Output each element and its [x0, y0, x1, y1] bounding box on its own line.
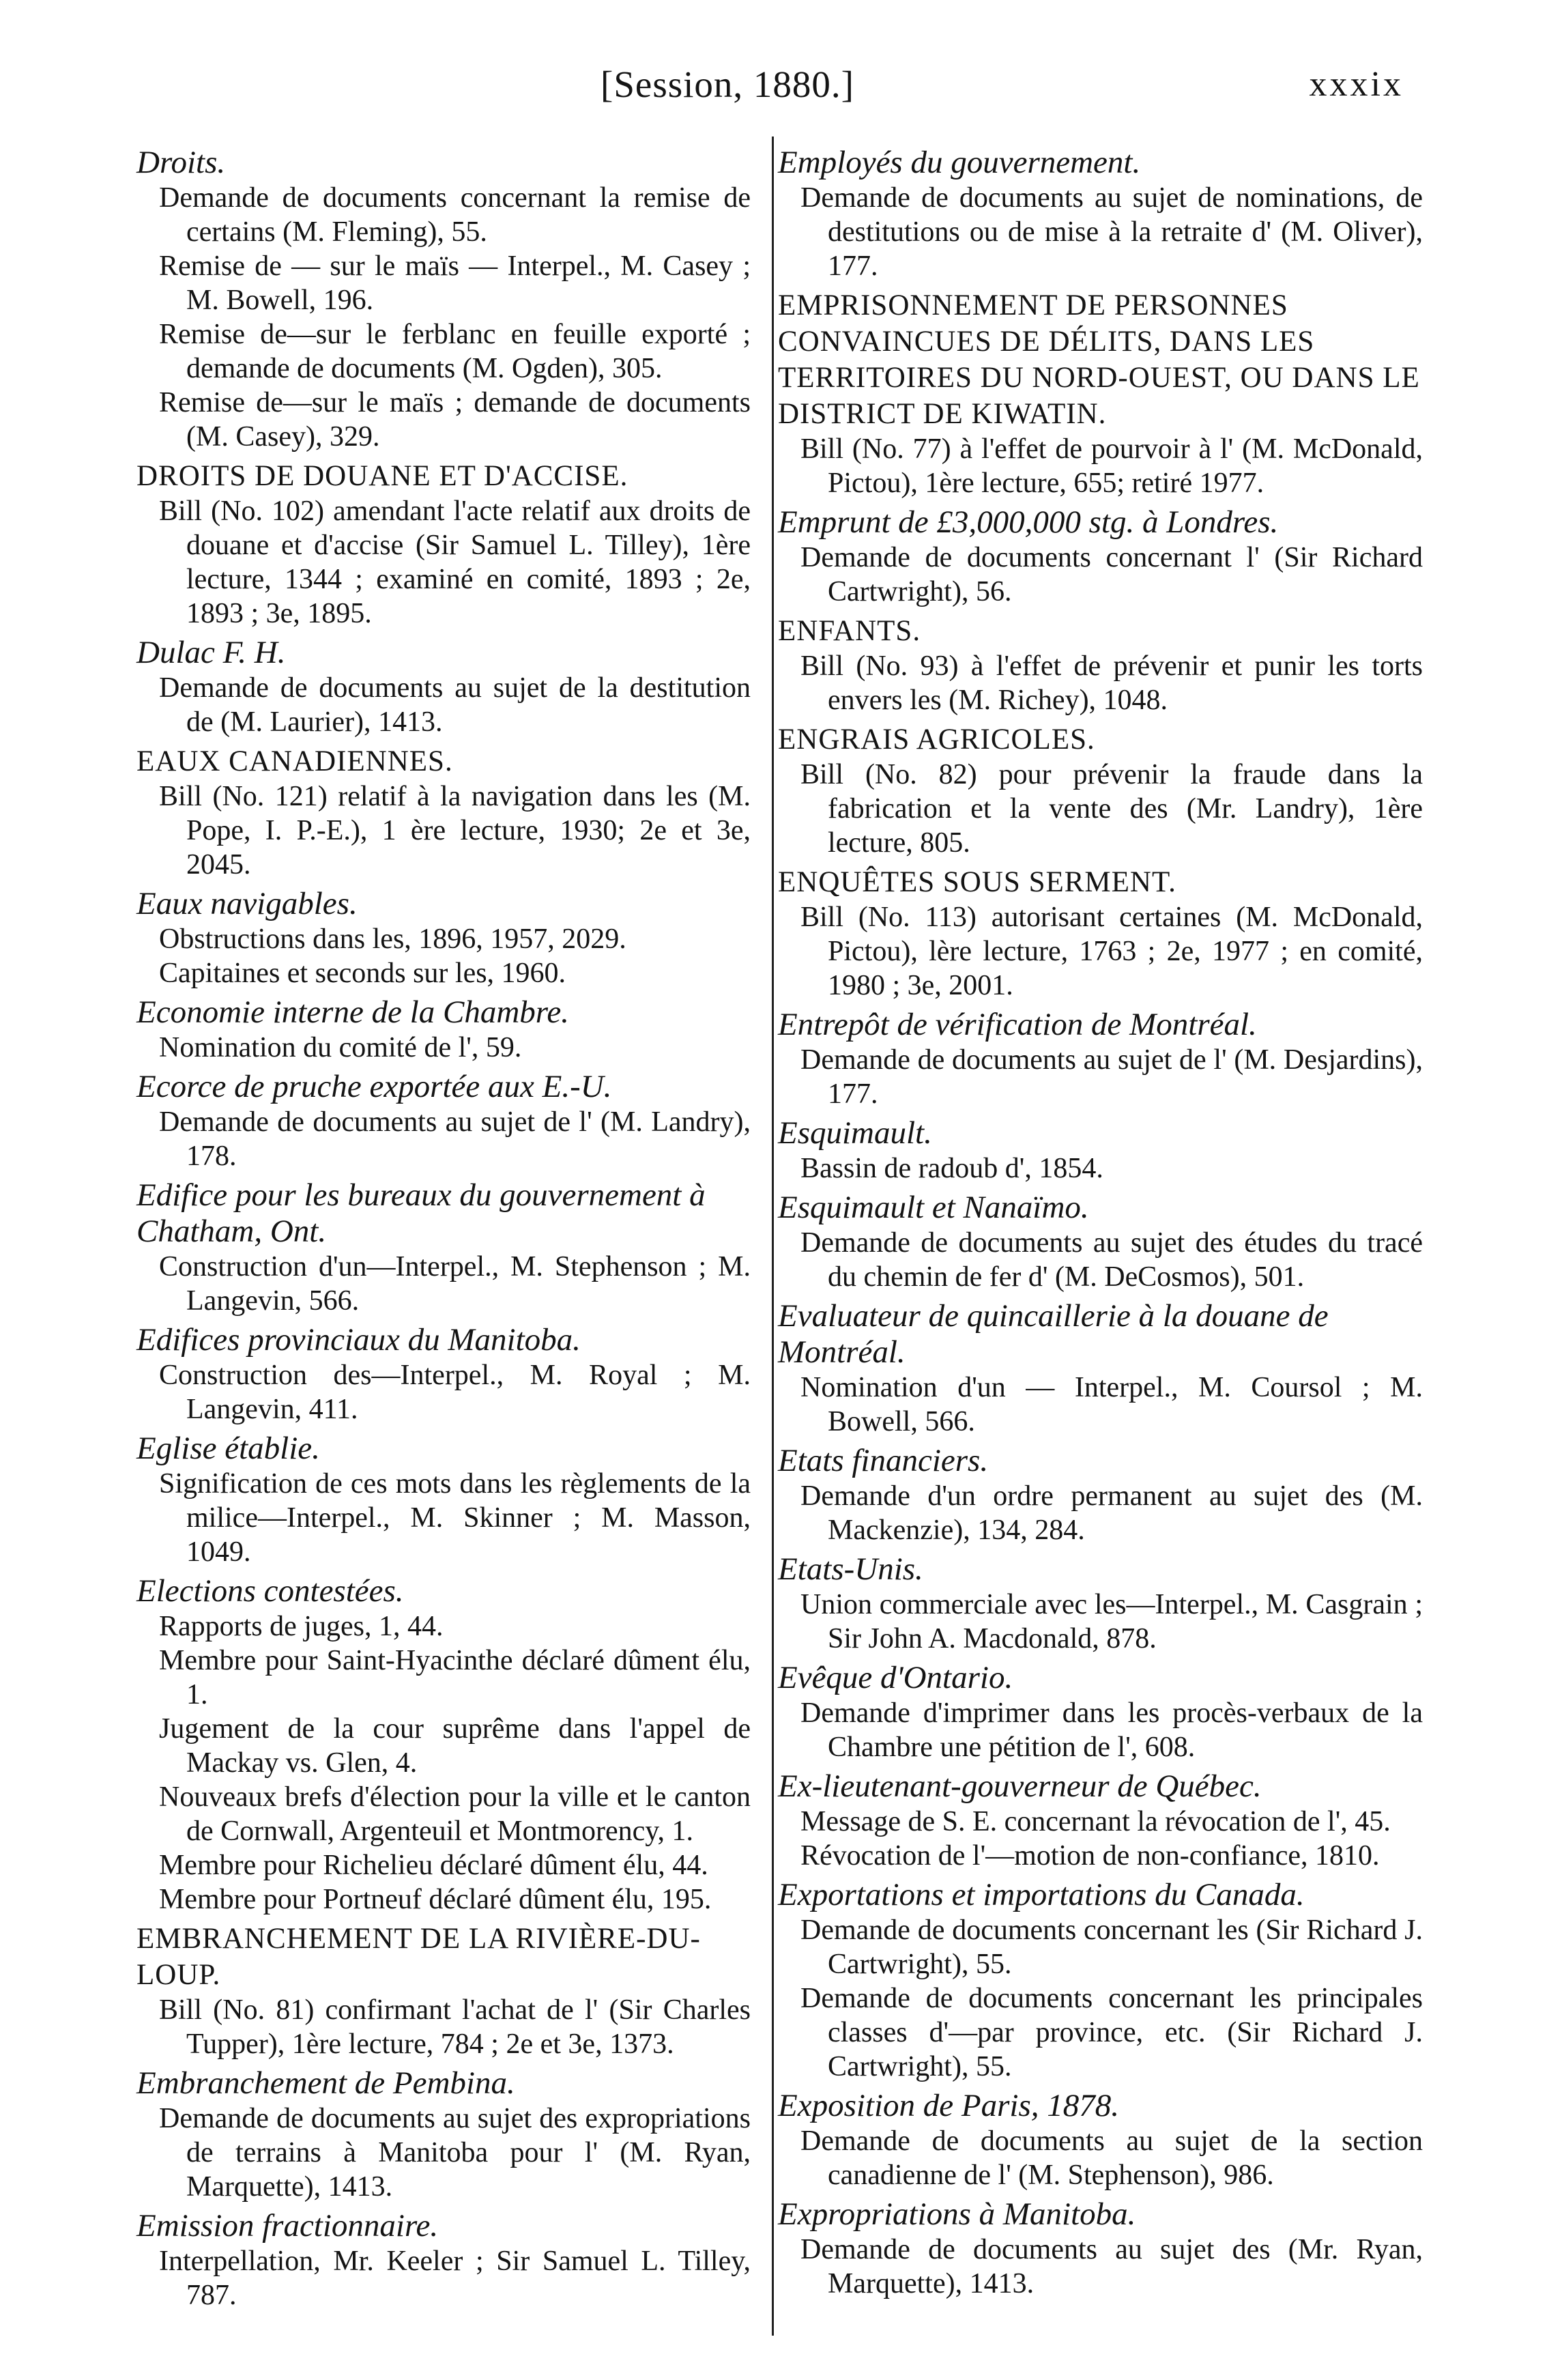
index-entry — [136, 1177, 751, 1318]
entry-heading: Ex-lieutenant-gouverneur de Québec. — [778, 1768, 1262, 1804]
entry-subitem: Construction d'un—Interpel., M. Stephenson ; M. Langevin, 566. — [159, 1251, 751, 1317]
entry-subitem: Remise de—sur le maïs ; demande de documents (M. Casey), 329. — [159, 387, 751, 453]
entry-subitem: Demande de documents au sujet de l' (M. Landry), 178. — [159, 1106, 751, 1172]
entry-subitem: Demande de documents au sujet de l' (M. Desjardins), 177. — [800, 1044, 1423, 1110]
index-entry — [778, 2088, 1423, 2192]
index-entry — [778, 1007, 1423, 1111]
entry-heading: Dulac F. H. — [136, 635, 286, 670]
entry-heading: Evêque d'Ontario. — [778, 1660, 1013, 1695]
index-entry — [136, 1573, 751, 1917]
index-entry — [136, 145, 751, 454]
entry-subitem: Construction des—Interpel., M. Royal ; M. Langevin, 411. — [159, 1360, 751, 1425]
index-entry — [136, 2065, 751, 2204]
entry-subitem: Obstructions dans les, 1896, 1957, 2029. — [159, 923, 626, 955]
index-entry — [778, 1877, 1423, 2084]
page-number: xxxix — [1309, 65, 1404, 104]
entry-subitem: Jugement de la cour suprême dans l'appel de Mackay vs. Glen, 4. — [159, 1713, 751, 1779]
index-entry — [778, 1115, 1423, 1186]
index-entry — [136, 1069, 751, 1173]
entry-subitem: Nomination d'un — Interpel., M. Coursol ; M. Bowell, 566. — [800, 1372, 1423, 1437]
entry-subitem: Demande de documents concernant la remise de certains (M. Fleming), 55. — [159, 182, 751, 248]
index-entry — [136, 635, 751, 739]
entry-subitem: Remise de—sur le ferblanc en feuille exporté ; demande de documents (M. Ogden), 305. — [159, 319, 751, 384]
entry-heading: EAUX CANADIENNES. — [136, 745, 453, 777]
entry-heading: Etats-Unis. — [778, 1551, 923, 1587]
page-header — [0, 63, 1547, 117]
entry-subitem: Demande d'imprimer dans les procès-verbaux de la Chambre une pétition de l', 608. — [800, 1697, 1423, 1763]
entry-subitem: Bill (No. 93) à l'effet de prévenir et punir les torts envers les (M. Richey), 1048. — [800, 650, 1423, 716]
entry-subitem: Remise de — sur le maïs — Interpel., M. Casey ; M. Bowell, 196. — [159, 250, 751, 316]
index-entry — [778, 2196, 1423, 2301]
entry-heading: Emission fractionnaire. — [136, 2208, 439, 2243]
entry-subitem: Demande de documents au sujet des expropriations de terrains à Manitoba pour l' (M. Ryan, Marquette), 1413. — [159, 2103, 751, 2203]
left-column — [136, 145, 751, 2317]
column-divider — [772, 137, 774, 2336]
index-entry — [136, 1322, 751, 1426]
index-entry — [778, 1660, 1423, 1764]
entry-subitem: Demande de documents au sujet de la destitution de (M. Laurier), 1413. — [159, 672, 751, 738]
index-entry — [136, 1921, 751, 2061]
entry-subitem: Membre pour Portneuf déclaré dûment élu, 195. — [159, 1884, 712, 1915]
entry-subitem: Demande de documents concernant les principales classes d'—par province, etc. (Sir Richard J. Cartwright), 55. — [800, 1983, 1423, 2082]
entry-subitem: Interpellation, Mr. Keeler ; Sir Samuel L. Tilley, 787. — [159, 2246, 751, 2311]
entry-subitem: Signification de ces mots dans les règlements de la milice—Interpel., M. Skinner ; M. Masson, 1049. — [159, 1468, 751, 1568]
entry-heading: Exposition de Paris, 1878. — [778, 2088, 1119, 2123]
index-entry — [136, 743, 751, 882]
entry-subitem: Demande de documents au sujet des études du tracé du chemin de fer d' (M. DeCosmos), 501. — [800, 1227, 1423, 1293]
entry-heading: Expropriations à Manitoba. — [778, 2196, 1136, 2232]
entry-heading: ENFANTS. — [778, 615, 921, 647]
entry-subitem: Demande de documents au sujet de nominations, de destitutions ou de mise à la retraite d' (M. Oliver), 177. — [800, 182, 1423, 282]
index-entry — [778, 1551, 1423, 1656]
entry-heading: Employés du gouvernement. — [778, 145, 1141, 180]
index-entry — [778, 504, 1423, 609]
entry-heading: EMPRISONNEMENT DE PERSONNES CONVAINCUES DE DÉLITS, DANS LES TERRITOIRES DU NORD-OUEST, OU DANS LE DISTRICT DE KIWATIN. — [778, 289, 1420, 430]
index-entry — [778, 1768, 1423, 1873]
entry-subitem: Nomination du comité de l', 59. — [159, 1032, 522, 1063]
entry-subitem: Nouveaux brefs d'élection pour la ville et le canton de Cornwall, Argenteuil et Montmorency, 1. — [159, 1781, 751, 1847]
session-label: [Session, 1880.] — [601, 63, 854, 105]
entry-subitem: Capitaines et seconds sur les, 1960. — [159, 958, 566, 989]
entry-heading: Elections contestées. — [136, 1573, 404, 1609]
entry-subitem: Bill (No. 121) relatif à la navigation dans les (M. Pope, I. P.-E.), 1 ère lecture, 1930; 2e et 3e, 2045. — [159, 781, 751, 880]
entry-subitem: Bill (No. 81) confirmant l'achat de l' (Sir Charles Tupper), 1ère lecture, 784 ; 2e et 3e, 1373. — [159, 1994, 751, 2060]
index-entry — [136, 994, 751, 1065]
entry-heading: Edifices provinciaux du Manitoba. — [136, 1322, 581, 1358]
entry-heading: Esquimault. — [778, 1115, 932, 1151]
index-entry — [778, 1298, 1423, 1439]
index-entry — [778, 721, 1423, 860]
entry-heading: Eglise établie. — [136, 1431, 320, 1466]
entry-heading: Edifice pour les bureaux du gouvernement à Chatham, Ont. — [136, 1177, 706, 1249]
entry-subitem: Demande de documents au sujet des (Mr. Ryan, Marquette), 1413. — [800, 2234, 1423, 2299]
entry-heading: Evaluateur de quincaillerie à la douane de Montréal. — [778, 1298, 1329, 1370]
entry-heading: Entrepôt de vérification de Montréal. — [778, 1007, 1257, 1042]
entry-subitem: Membre pour Richelieu déclaré dûment élu, 44. — [159, 1850, 708, 1881]
entry-subitem: Demande de documents concernant les (Sir Richard J. Cartwright), 55. — [800, 1915, 1423, 1980]
entry-heading: ENQUÊTES SOUS SERMENT. — [778, 866, 1176, 898]
entry-heading: Emprunt de £3,000,000 stg. à Londres. — [778, 504, 1279, 540]
entry-heading: Droits. — [136, 145, 226, 180]
index-entry — [778, 613, 1423, 717]
entry-heading: DROITS DE DOUANE ET D'ACCISE. — [136, 460, 628, 492]
entry-subitem: Bassin de radoub d', 1854. — [800, 1153, 1103, 1184]
index-entry — [136, 458, 751, 631]
entry-heading: Ecorce de pruche exportée aux E.-U. — [136, 1069, 612, 1104]
index-entry — [136, 886, 751, 990]
entry-heading: Economie interne de la Chambre. — [136, 994, 569, 1030]
entry-subitem: Bill (No. 113) autorisant certaines (M. McDonald, Pictou), lère lecture, 1763 ; 2e, 1977 ; en comité, 1980 ; 3e, 2001. — [800, 902, 1423, 1001]
entry-subitem: Union commerciale avec les—Interpel., M. Casgrain ; Sir John A. Macdonald, 878. — [800, 1589, 1423, 1654]
entry-subitem: Demande d'un ordre permanent au sujet des (M. Mackenzie), 134, 284. — [800, 1480, 1423, 1546]
entry-subitem: Demande de documents concernant l' (Sir Richard Cartwright), 56. — [800, 542, 1423, 607]
entry-heading: Eaux navigables. — [136, 886, 358, 921]
index-entry — [136, 1431, 751, 1569]
entry-subitem: Bill (No. 82) pour prévenir la fraude dans la fabrication et la vente des (Mr. Landry), 1ère lecture, 805. — [800, 759, 1423, 859]
entry-subitem: Message de S. E. concernant la révocation de l', 45. — [800, 1806, 1391, 1837]
index-entry — [778, 1443, 1423, 1547]
entry-heading: EMBRANCHEMENT DE LA RIVIÈRE-DU-LOUP. — [136, 1923, 701, 1991]
entry-subitem: Membre pour Saint-Hyacinthe déclaré dûment élu, 1. — [159, 1645, 751, 1710]
entry-heading: Embranchement de Pembina. — [136, 2065, 515, 2101]
entry-heading: ENGRAIS AGRICOLES. — [778, 723, 1095, 756]
entry-subitem: Révocation de l'—motion de non-confiance, 1810. — [800, 1840, 1380, 1872]
entry-heading: Esquimault et Nanaïmo. — [778, 1190, 1089, 1225]
entry-heading: Exportations et importations du Canada. — [778, 1877, 1305, 1912]
entry-subitem: Bill (No. 77) à l'effet de pourvoir à l' (M. McDonald, Pictou), 1ère lecture, 655; retiré 1977. — [800, 433, 1423, 499]
entry-subitem: Demande de documents au sujet de la section canadienne de l' (M. Stephenson), 986. — [800, 2125, 1423, 2191]
index-entry — [778, 1190, 1423, 1294]
entry-subitem: Bill (No. 102) amendant l'acte relatif aux droits de douane et d'accise (Sir Samuel L. Tilley), 1ère lecture, 1344 ; examiné en comité, 1893 ; 2e, 1893 ; 3e, 1895. — [159, 496, 751, 629]
index-entry — [778, 864, 1423, 1003]
index-entry — [136, 2208, 751, 2312]
entry-subitem: Rapports de juges, 1, 44. — [159, 1611, 444, 1642]
entry-heading: Etats financiers. — [778, 1443, 989, 1478]
index-entry — [778, 287, 1423, 500]
index-entry — [778, 145, 1423, 283]
right-column — [778, 145, 1423, 2305]
